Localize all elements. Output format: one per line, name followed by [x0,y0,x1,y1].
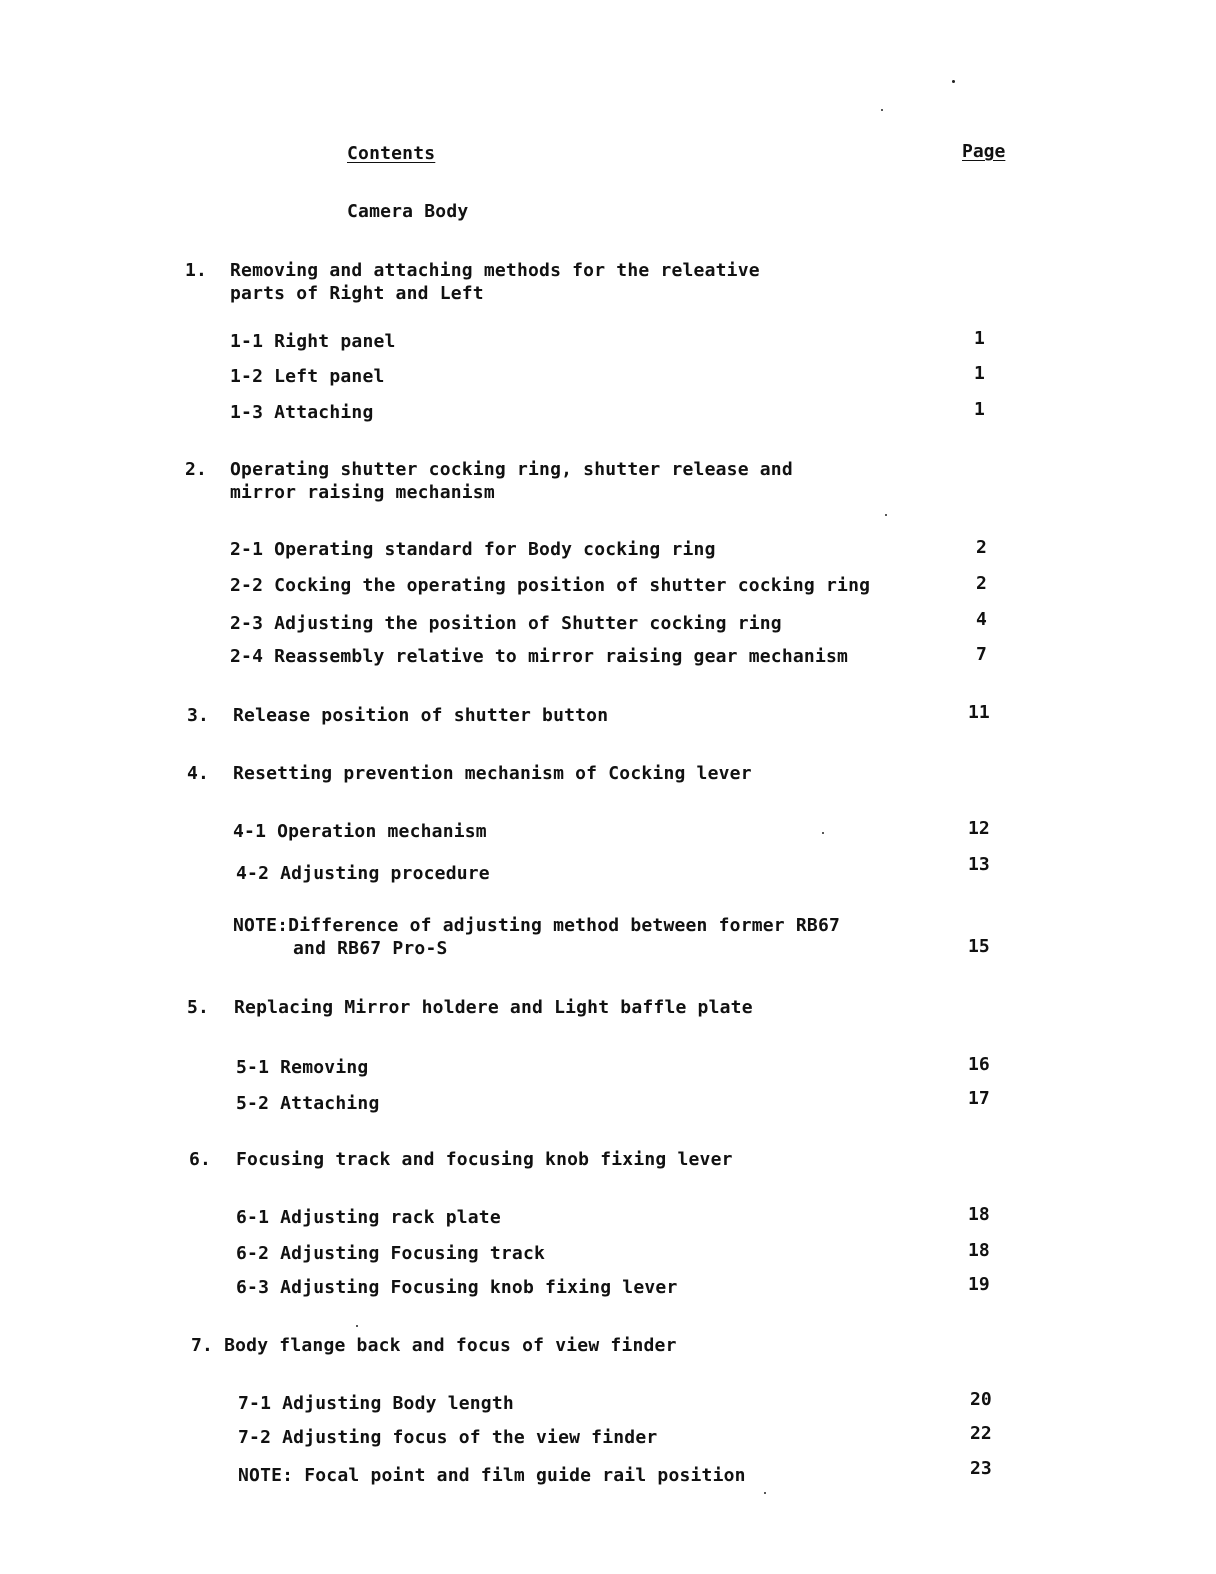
item-6-3-page: 19 [968,1274,990,1295]
item-4-1-page: 12 [968,818,990,839]
section-3-number: 3. [187,705,210,726]
item-7-2-label: 7-2 Adjusting focus of the view finder [238,1427,658,1448]
section-4-title: Resetting prevention mechanism of Cocking lever [233,763,752,784]
note-4-page: 15 [968,936,990,957]
item-6-3-label: 6-3 Adjusting Focusing knob fixing lever [236,1277,678,1298]
item-2-3-label: 2-3 Adjusting the position of Shutter cocking ring [230,613,782,634]
item-5-2-page: 17 [968,1088,990,1109]
item-1-3-page: 1 [974,399,985,420]
scan-speck [952,80,955,83]
section-4-number: 4. [187,763,210,784]
scan-speck [881,109,883,111]
item-5-1-label: 5-1 Removing [236,1057,369,1078]
item-2-2-page: 2 [976,573,987,594]
page-heading: Page [962,141,1006,162]
item-6-2-label: 6-2 Adjusting Focusing track [236,1243,546,1264]
note-4-line1: NOTE:Difference of adjusting method between former RB67 [233,915,841,936]
item-4-2-page: 13 [968,854,990,875]
section-2-title-line1: Operating shutter cocking ring, shutter release and [230,459,793,480]
item-1-1-page: 1 [974,328,985,349]
section-1-number: 1. [185,260,208,281]
scan-speck [764,1492,766,1494]
item-2-4-label: 2-4 Reassembly relative to mirror raising gear mechanism [230,646,849,667]
item-2-4-page: 7 [976,644,987,665]
item-7-3-page: 23 [970,1458,992,1479]
contents-heading: Contents [347,143,436,164]
item-2-2-label: 2-2 Cocking the operating position of shutter cocking ring [230,575,871,596]
item-2-1-label: 2-1 Operating standard for Body cocking ring [230,539,716,560]
item-1-2-page: 1 [974,363,985,384]
section-6-title: Focusing track and focusing knob fixing lever [236,1149,733,1170]
item-4-2-label: 4-2 Adjusting procedure [236,863,490,884]
item-7-3-label: NOTE: Focal point and film guide rail position [238,1465,746,1486]
item-4-1-label: 4-1 Operation mechanism [233,821,487,842]
item-6-1-page: 18 [968,1204,990,1225]
section-2-number: 2. [185,459,208,480]
item-6-2-page: 18 [968,1240,990,1261]
section-1-title-line1: Removing and attaching methods for the releative [230,260,760,281]
item-1-3-label: 1-3 Attaching [230,402,374,423]
item-7-2-page: 22 [970,1423,992,1444]
scan-speck [822,832,824,834]
item-5-1-page: 16 [968,1054,990,1075]
item-2-3-page: 4 [976,609,987,630]
section-1-title-line2: parts of Right and Left [230,283,484,304]
item-1-1-label: 1-1 Right panel [230,331,396,352]
item-6-1-label: 6-1 Adjusting rack plate [236,1207,501,1228]
scan-speck [356,1325,358,1327]
note-4-line2: and RB67 Pro-S [293,938,448,959]
item-7-1-page: 20 [970,1389,992,1410]
item-1-2-label: 1-2 Left panel [230,366,385,387]
item-7-1-label: 7-1 Adjusting Body length [238,1393,514,1414]
section-3-title: Release position of shutter button [233,705,609,726]
scan-speck [885,514,887,516]
section-3-page: 11 [968,702,990,723]
section-subtitle: Camera Body [347,201,469,222]
section-5-title: Replacing Mirror holdere and Light baffle plate [234,997,753,1018]
section-6-number: 6. [189,1149,212,1170]
section-7-title: 7. Body flange back and focus of view finder [191,1335,677,1356]
section-5-number: 5. [187,997,210,1018]
item-2-1-page: 2 [976,537,987,558]
section-2-title-line2: mirror raising mechanism [230,482,495,503]
item-5-2-label: 5-2 Attaching [236,1093,380,1114]
